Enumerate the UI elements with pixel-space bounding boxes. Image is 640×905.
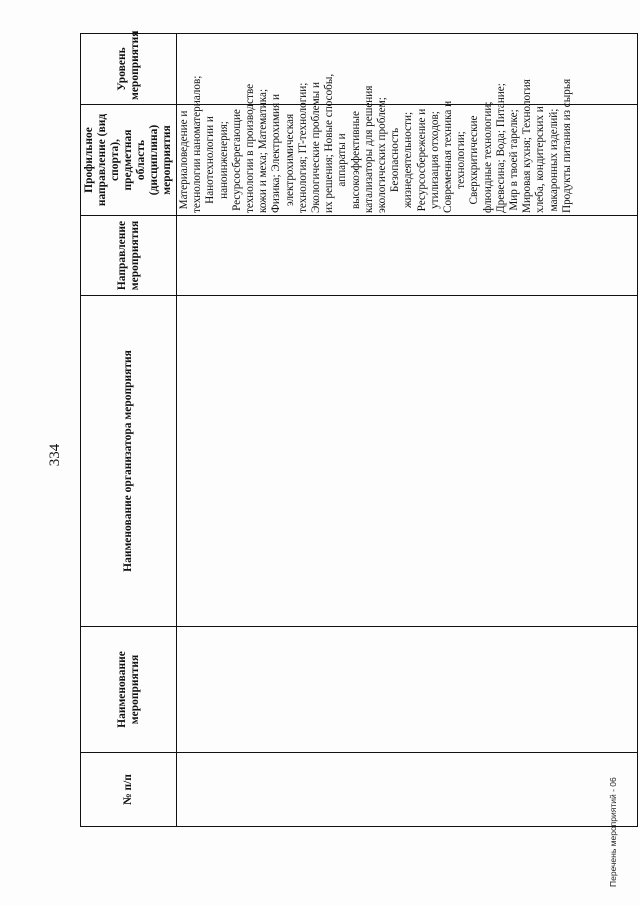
profile-line: высокоэффективные [349, 111, 362, 210]
profile-line: хлеба, кондитерских и [534, 106, 547, 213]
profile-line: технологии; [455, 131, 468, 189]
cell-direction [177, 216, 638, 296]
page-number: 334 [47, 443, 63, 467]
profile-line: наноинженерия; [217, 121, 230, 199]
profile-line: Материаловедение и [178, 110, 190, 210]
profile-line: Ресурсосберегающие [230, 109, 243, 211]
profile-line: аппараты и [336, 133, 349, 187]
table-row [177, 34, 638, 827]
profile-line: технология; IT-технологии; [296, 82, 309, 213]
profile-line: Продукты питания из сырья [560, 78, 573, 213]
profile-line: Нанотехнологии и [204, 116, 217, 204]
footer-note: Перечень мероприятий - 06 [608, 777, 618, 887]
profile-line: Физика; Электрохимия и [270, 94, 283, 213]
profile-line: их решения; Новые способы, [323, 73, 336, 213]
profile-line: Экологические проблемы и [310, 82, 323, 213]
cell-event-name [177, 627, 638, 753]
events-table [80, 30, 638, 827]
profile-line: Безопасность [389, 127, 402, 193]
profile-line: кожи и меха; Математика; [257, 88, 270, 213]
header-profile: Профильное направление (вид спорта), предметная область (дисциплина) мероприятия [81, 105, 177, 216]
cell-profile [177, 73, 638, 216]
table-header-row [81, 34, 177, 827]
profile-line: жизнедеятельности; [402, 111, 415, 209]
profile-line: утилизация отходов; [428, 111, 441, 209]
header-number: № п/п [81, 753, 177, 827]
profile-line: экологических проблем; [376, 97, 389, 213]
profile-line: Древесина; Вода; Питание; [494, 83, 507, 213]
profile-line: технологии в производстве [244, 83, 257, 213]
header-organizer: Наименование организатора мероприятия [81, 296, 177, 627]
profile-line: Мир в твоей тарелке; [508, 109, 521, 211]
profile-line: Современная техника и [442, 100, 455, 213]
profile-line: катализаторы для решения [362, 85, 375, 213]
profile-line: флюидные технологии; [481, 101, 494, 213]
profile-line: Мировая кухня; Технология [521, 79, 534, 213]
header-direction: Направление мероприятия [81, 216, 177, 296]
header-event-name: Наименование мероприятия [81, 627, 177, 753]
profile-line: Ресурсосбережение и [415, 108, 428, 212]
header-level: Уровень мероприятия [81, 34, 177, 105]
cell-organizer [177, 296, 638, 627]
profile-line: Сверхкритические [468, 115, 481, 205]
profile-line: электрохимическая [283, 113, 296, 207]
profile-line: технологии наноматериалов; [191, 75, 204, 213]
cell-number [177, 753, 638, 827]
profile-subject-list [177, 73, 574, 215]
profile-line: макаронных изделий; [547, 108, 560, 212]
